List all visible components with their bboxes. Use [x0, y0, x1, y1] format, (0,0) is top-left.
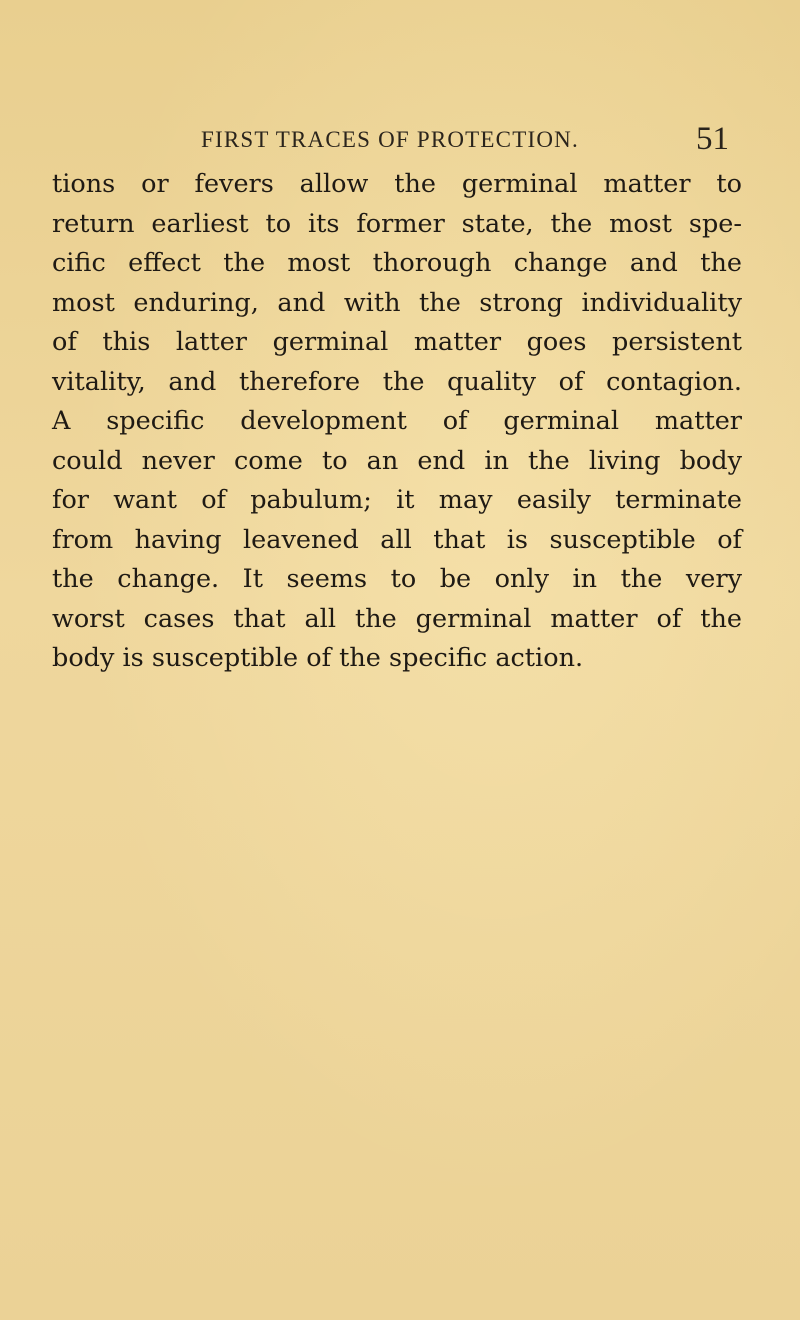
- text-line: from having leavened all that is susceptible of: [52, 524, 742, 555]
- text-line: tions or fevers allow the germinal matter to: [52, 169, 742, 199]
- text-line: body is susceptible of the specific action.: [52, 643, 584, 673]
- text-line: could never come to an end in the living body: [52, 445, 742, 476]
- text-line: the change. It seems to be only in the very: [52, 564, 742, 594]
- text-line: return earliest to its former state, the most spe-: [52, 208, 742, 239]
- text-line: cific effect the most thorough change and the: [52, 248, 742, 278]
- text-line: worst cases that all the germinal matter of the: [52, 603, 742, 634]
- text-line: vitality, and therefore the quality of contagion.: [52, 366, 742, 397]
- running-head-title: FIRST TRACES OF PROTECTION.: [201, 127, 579, 152]
- page-number: 51: [696, 121, 729, 157]
- running-head: [0, 121, 800, 161]
- text-line: of this latter germinal matter goes persistent: [52, 327, 742, 357]
- body-text: [52, 165, 742, 679]
- text-line: for want of pabulum; it may easily terminate: [52, 485, 742, 515]
- text-line: A specific development of germinal matter: [52, 406, 742, 436]
- text-line: most enduring, and with the strong individuality: [52, 287, 742, 318]
